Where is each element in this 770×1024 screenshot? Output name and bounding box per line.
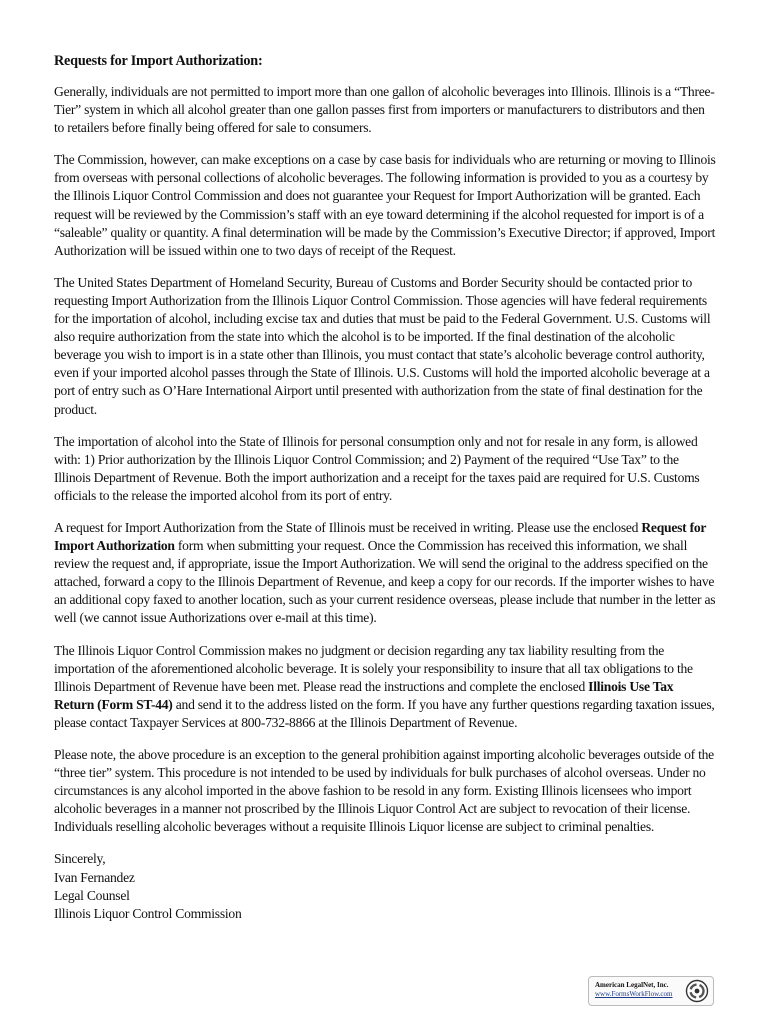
publisher-text [595,981,672,999]
signer-name: Ivan Fernandez [54,869,135,885]
paragraph-exceptions: The Commission, however, can make exceptions on a case by case basis for individuals who are returning or moving to Illinois from overseas with personal collections of alcoholic beverages. The following information is provided to you as a courtesy by the Illinois Liquor Control Commission and does not guarantee your Request for Import Authorization will be granted. Each request will be reviewed by the Commission’s staff with an eye toward determining if the alcohol requested for import is of a “saleable” quality or quantity. A final determination will be made by the Commission’s Executive Director; if approved, Import Authorization will be issued within one to two days of receipt of the Request. [54,152,716,258]
paragraph-tax-liability [54,642,716,732]
publisher-name: American LegalNet, Inc. [595,981,669,989]
paragraph-note: Please note, the above procedure is an exception to the general prohibition against importing alcoholic beverages outside of the “three tier” system. This procedure is not intended to be used by individuals for bulk purchases of alcohol overseas. Under no circumstances is any alcohol imported in the above fashion to be resold in any form. Existing Illinois licensees who import alcoholic beverages in a manner not proscribed by the Illinois Liquor Control Act are subject to revocation of their license. Individuals reselling alcoholic beverages without a requisite Illinois Liquor license are subject to criminal penalties. [54,747,714,835]
paragraph-customs: The United States Department of Homeland Security, Bureau of Customs and Border Security should be contacted prior to requesting Import Authorization from the Illinois Liquor Control Commission. Those agencies will have federal requirements for the importation of alcohol, including excise tax and duties that must be paid to the Federal Government. U.S. Customs will also require authorization from the state into which the alcohol is to be imported. If the final destination of the alcoholic beverage you wish to import is in a state other than Illinois, you must contact that state’s alcoholic beverage control authority, even if your imported alcohol passes through the State of Illinois. U.S. Customs will hold the imported alcoholic beverage at a port of entry such as O’Hare International Airport until presented with authorization from the state of final destination for the product. [54,274,711,417]
letter-body [54,52,716,923]
signer-organization: Illinois Liquor Control Commission [54,905,242,921]
page-title: Requests for Import Authorization: [54,53,263,69]
paragraph-request-procedure [54,519,716,628]
text-run: The Illinois Liquor Control Commission makes no judgment or decision regarding any tax liability resulting from the importation of the aforementioned alcoholic beverage. It is solely your responsibility to insure that all tax obligations to the Illinois Department of Revenue have been met. Please read the instructions and complete the enclosed [54,642,693,694]
text-run: A request for Import Authorization from the State of Illinois must be received in writing. Please use the enclosed [54,519,642,535]
text-run: form when submitting your request. Once the Commission has received this information, we shall review the request and, if appropriate, issue the Import Authorization. We will send the original to the address specified on the attached, forward a copy to the Illinois Department of Revenue, and keep a copy for our records. If the importer wishes to have an additional copy faxed to another location, such as your current residence overseas, please include that number in the letter as well (we cannot issue Authorizations over e-mail at this time). [54,538,716,626]
tax-form-name: Illinois Use Tax Return (Form ST-44) [54,678,674,712]
publisher-badge [588,976,714,1006]
signature-block [54,850,716,922]
paragraph-personal-consumption: The importation of alcohol into the State of Illinois for personal consumption only and not for resale in any form, is allowed with: 1) Prior authorization by the Illinois Liquor Control Commission; and 2) Payment of the required “Use Tax” to the Illinois Department of Revenue. Both the import authorization and a receipt for the taxes paid are required for U.S. Customs officials to the release the imported alcohol from its port of entry. [54,433,700,503]
globe-logo-icon [685,979,709,1003]
text-run: and send it to the address listed on the form. If you have any further questions regarding taxation issues, please contact Taxpayer Services at 800-732-8866 at the Illinois Department of Revenue. [54,696,715,730]
publisher-url[interactable]: www.FormsWorkFlow.com [595,990,673,998]
request-form-name: Request for Import Authorization [54,519,706,554]
signer-role: Legal Counsel [54,887,130,903]
paragraph-three-tier: Generally, individuals are not permitted to import more than one gallon of alcoholic beverages into Illinois. Illinois is a “Three-Tier” system in which all alcohol greater than one gallon passes first from importers or manufacturers to distributors and then to retailers before finally being offered for sale to consumers. [54,84,715,136]
salutation: Sincerely, [54,851,106,867]
